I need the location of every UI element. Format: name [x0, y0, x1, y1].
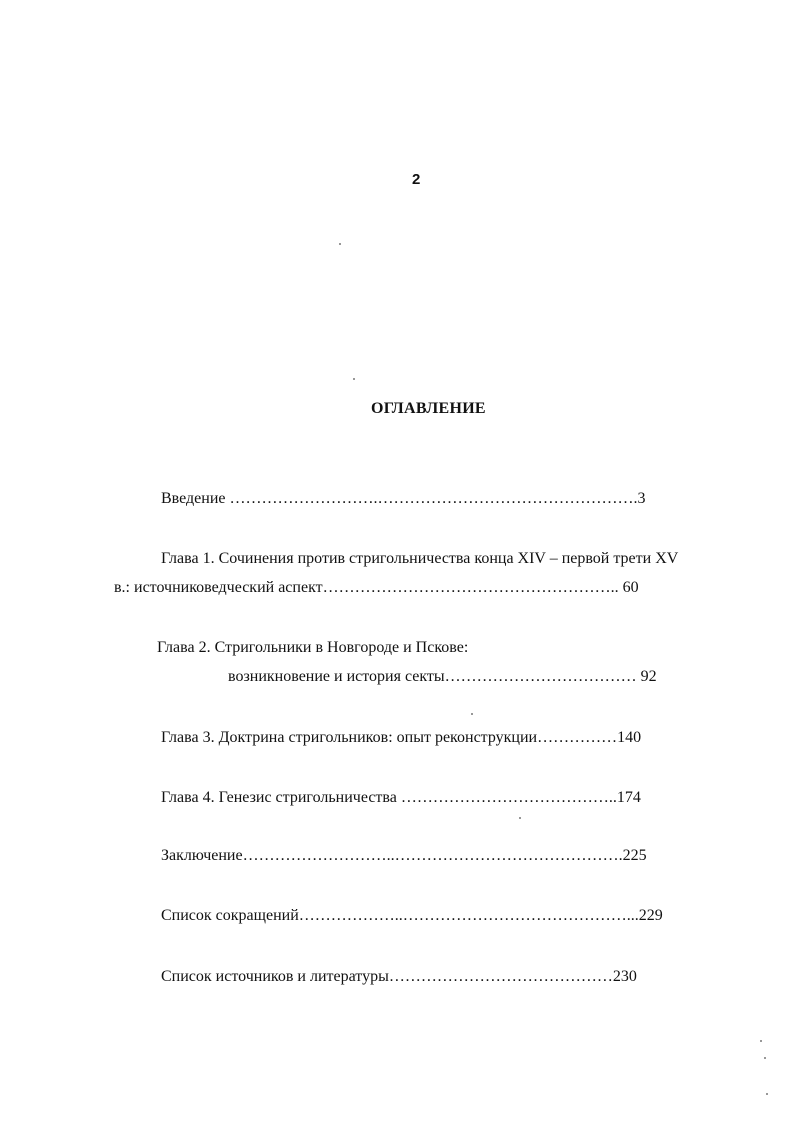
toc-entry-chapter-2-line-2 — [228, 667, 657, 687]
toc-entry-page: 140 — [617, 729, 642, 746]
toc-entry-conclusion — [161, 846, 647, 866]
toc-entry-introduction — [161, 489, 646, 509]
toc-title: ОГЛАВЛЕНИЕ — [371, 400, 486, 417]
toc-entry-label: Глава 2. Стригольники в Новгороде и Пскове: — [157, 639, 469, 656]
toc-entry-label: Глава 1. Сочинения против стригольничества конца XIV – первой трети XV — [161, 550, 679, 567]
scan-speck — [760, 1040, 762, 1042]
toc-entry-label: Список источников и литературы…………………………………… — [161, 968, 613, 985]
toc-entry-abbreviations — [161, 906, 663, 926]
scan-speck — [471, 713, 473, 715]
toc-entry-label: Заключение………………………..……………………………………. — [161, 847, 623, 864]
toc-entry-chapter-1-line-1 — [161, 549, 678, 569]
toc-entry-label: возникновение и история секты……………………………… — [228, 668, 637, 685]
scan-speck — [766, 1093, 768, 1095]
toc-entry-label: Введение ……………………….…………………………………………. — [161, 490, 638, 507]
toc-entry-page: 174 — [616, 789, 641, 806]
toc-entry-label: Глава 3. Доктрина стригольников: опыт реконструкции…………… — [161, 729, 618, 746]
page-number: 2 — [412, 171, 421, 188]
toc-entry-chapter-2-line-1 — [157, 638, 468, 658]
toc-entry-label: Список сокращений………………..……………………………………... — [161, 907, 639, 924]
toc-entry-chapter-3 — [161, 728, 641, 748]
scan-speck — [764, 1057, 766, 1059]
toc-entry-page: 92 — [636, 668, 657, 685]
scan-speck — [519, 817, 521, 819]
toc-entry-sources — [161, 967, 637, 987]
scan-speck — [353, 378, 355, 380]
toc-entry-chapter-4 — [161, 788, 641, 808]
toc-entry-page: 225 — [622, 847, 647, 864]
toc-entry-page: 60 — [618, 579, 639, 596]
toc-entry-page: 230 — [612, 968, 637, 985]
toc-entry-page: 229 — [638, 907, 663, 924]
scan-speck — [339, 243, 341, 245]
toc-entry-page: 3 — [637, 490, 646, 507]
toc-entry-label: Глава 4. Генезис стригольничества ………………………………….. — [161, 789, 617, 806]
toc-entry-chapter-1-line-2 — [114, 578, 639, 598]
toc-entry-label: в.: источниковедческий аспект……………………………………………….. — [114, 579, 619, 596]
